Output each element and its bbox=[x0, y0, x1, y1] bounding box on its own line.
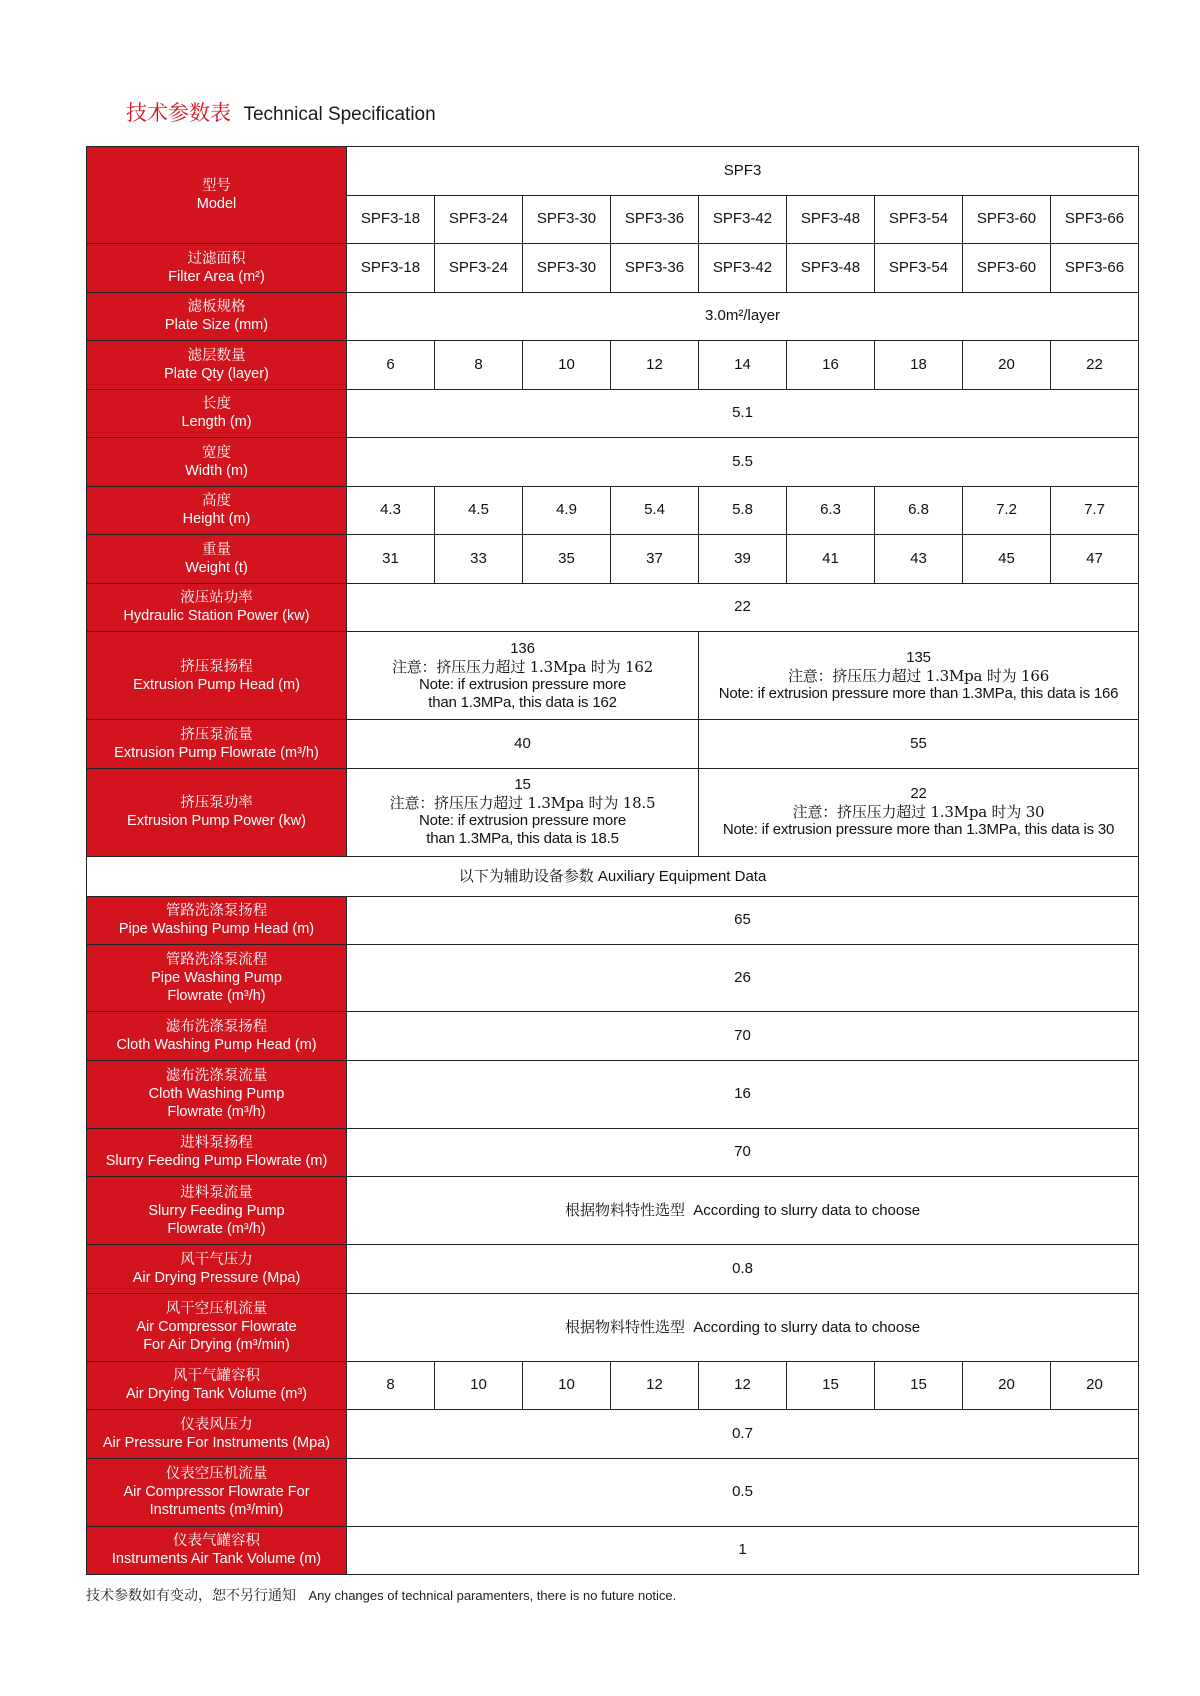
value-cell bbox=[347, 1293, 1139, 1361]
value-cell: 12 bbox=[611, 1361, 699, 1410]
instrument-pressure-row bbox=[87, 1410, 1139, 1459]
width-row bbox=[87, 438, 1139, 487]
value-cell: 22 bbox=[347, 583, 1139, 632]
label-cn: 滤布洗涤泵扬程 bbox=[165, 1018, 268, 1035]
series-name: SPF3 bbox=[347, 147, 1139, 196]
value-cell: 10 bbox=[523, 1361, 611, 1410]
label-cn: 高度 bbox=[202, 493, 231, 510]
label-en: Filter Area (m²) bbox=[168, 268, 265, 285]
label-en: Air Compressor Flowrate For bbox=[123, 1484, 310, 1500]
value-cell: 10 bbox=[523, 341, 611, 390]
value-cell: 5.4 bbox=[611, 486, 699, 535]
value-cell bbox=[347, 1177, 1139, 1245]
value-cell-left bbox=[347, 632, 699, 720]
label-en: Instruments (m³/min) bbox=[149, 1502, 284, 1518]
auxiliary-heading bbox=[87, 856, 1139, 896]
label-en: Length (m) bbox=[181, 414, 252, 431]
value-cell: 15 bbox=[875, 1361, 963, 1410]
label-cn: 管路洗涤泵流程 bbox=[165, 952, 268, 968]
note-en: Note: if extrusion pressure more bbox=[418, 675, 627, 693]
model-cell: SPF3-48 bbox=[787, 195, 875, 244]
footer-note bbox=[86, 1585, 676, 1605]
label-en: Pipe Washing Pump bbox=[151, 970, 282, 986]
model-cell: SPF3-54 bbox=[875, 195, 963, 244]
model-cell: SPF3-60 bbox=[963, 195, 1051, 244]
label-air-drying-pressure bbox=[87, 1245, 347, 1294]
plate-qty-row bbox=[87, 341, 1139, 390]
label-en: Width (m) bbox=[185, 462, 248, 479]
value-cell: 7.7 bbox=[1051, 486, 1139, 535]
value-cell: 1 bbox=[347, 1526, 1139, 1575]
value-cell: 6.3 bbox=[787, 486, 875, 535]
label-en: Hydraulic Station Power (kw) bbox=[123, 608, 310, 625]
value-cell: 15 bbox=[787, 1361, 875, 1410]
value-cell: 16 bbox=[347, 1060, 1139, 1128]
label-cn: 风干气罐容积 bbox=[173, 1368, 260, 1385]
note-en: than 1.3MPa, this data is 162 bbox=[428, 693, 617, 711]
value-cell: 5.5 bbox=[347, 438, 1139, 487]
value-cell: 8 bbox=[435, 341, 523, 390]
value-cell: SPF3-30 bbox=[523, 244, 611, 293]
value-cell: 14 bbox=[699, 341, 787, 390]
weight-row bbox=[87, 535, 1139, 584]
label-en: For Air Drying (m³/min) bbox=[143, 1337, 290, 1353]
label-en: Air Drying Pressure (Mpa) bbox=[132, 1269, 301, 1286]
label-en: Extrusion Pump Flowrate (m³/h) bbox=[114, 744, 319, 761]
value-cell: 4.9 bbox=[523, 486, 611, 535]
label-en: Model bbox=[196, 196, 237, 212]
hydraulic-power-row bbox=[87, 583, 1139, 632]
value-cell: 33 bbox=[435, 535, 523, 584]
value-cn: 根据物料特性选型 bbox=[564, 1317, 685, 1336]
note-cn: 注意：挤压压力超过 1.3Mpa 时为 18.5 bbox=[389, 794, 656, 812]
label-height bbox=[87, 486, 347, 535]
value-cell: SPF3-36 bbox=[611, 244, 699, 293]
value-cell: 37 bbox=[611, 535, 699, 584]
page-title-cn: 技术参数表 bbox=[126, 101, 231, 125]
value-cell: 3.0m²/layer bbox=[347, 292, 1139, 341]
page-title-en: Technical Specification bbox=[243, 104, 436, 125]
value-cell-right bbox=[699, 632, 1139, 720]
value-en: According to slurry data to choose bbox=[693, 1202, 921, 1219]
label-cn: 风干空压机流量 bbox=[165, 1301, 268, 1317]
cloth-flowrate-row bbox=[87, 1060, 1139, 1128]
model-cell: SPF3-30 bbox=[523, 195, 611, 244]
label-air-drying-compressor bbox=[87, 1293, 347, 1361]
label-slurry-flowrate bbox=[87, 1177, 347, 1245]
label-en: Extrusion Pump Head (m) bbox=[133, 676, 300, 693]
label-en: Height (m) bbox=[182, 511, 251, 528]
value-cell: 26 bbox=[347, 945, 1139, 1012]
filter-area-row bbox=[87, 244, 1139, 293]
value-cell: 12 bbox=[611, 341, 699, 390]
label-cn: 仪表气罐容积 bbox=[173, 1533, 260, 1550]
label-slurry-head bbox=[87, 1128, 347, 1177]
label-extrusion-flowrate bbox=[87, 720, 347, 769]
value-cell: 5.1 bbox=[347, 389, 1139, 438]
value-cell: 70 bbox=[347, 1128, 1139, 1177]
value-cell: 65 bbox=[347, 896, 1139, 945]
value-cell: 20 bbox=[963, 1361, 1051, 1410]
value-en: According to slurry data to choose bbox=[693, 1318, 921, 1336]
label-cn: 重量 bbox=[202, 541, 231, 558]
label-model bbox=[87, 147, 347, 244]
label-pipe-head bbox=[87, 896, 347, 945]
value-cell: 35 bbox=[523, 535, 611, 584]
value-cell-left: 40 bbox=[347, 720, 699, 769]
label-cn: 型号 bbox=[202, 178, 231, 194]
value-cell: 12 bbox=[699, 1361, 787, 1410]
label-en: Flowrate (m³/h) bbox=[167, 988, 266, 1004]
value-cell: 43 bbox=[875, 535, 963, 584]
value-cell: 6.8 bbox=[875, 486, 963, 535]
label-en: Plate Qty (layer) bbox=[164, 365, 269, 382]
label-length bbox=[87, 389, 347, 438]
label-en: Flowrate (m³/h) bbox=[167, 1104, 266, 1120]
value-cell: 47 bbox=[1051, 535, 1139, 584]
value-cell: 0.5 bbox=[347, 1458, 1139, 1526]
plate-size-row bbox=[87, 292, 1139, 341]
label-cn: 滤层数量 bbox=[187, 347, 246, 364]
footer-note-en: Any changes of technical paramenters, there is no future notice. bbox=[308, 1588, 677, 1603]
footer-note-cn: 技术参数如有变动，恕不另行通知 bbox=[86, 1588, 296, 1604]
label-plate-qty bbox=[87, 341, 347, 390]
cloth-head-row bbox=[87, 1012, 1139, 1061]
label-en: Pipe Washing Pump Head (m) bbox=[118, 921, 315, 938]
label-cn: 滤布洗涤泵流量 bbox=[165, 1068, 268, 1084]
value-cell: 20 bbox=[1051, 1361, 1139, 1410]
label-instrument-tank bbox=[87, 1526, 347, 1575]
value-cell: 18 bbox=[875, 341, 963, 390]
label-cn: 长度 bbox=[202, 396, 231, 413]
label-instrument-compressor bbox=[87, 1458, 347, 1526]
model-cell: SPF3-24 bbox=[435, 195, 523, 244]
value-main: 136 bbox=[510, 639, 535, 657]
note-cn: 注意：挤压压力超过 1.3Mpa 时为 162 bbox=[391, 657, 654, 676]
value-cell: 7.2 bbox=[963, 486, 1051, 535]
slurry-flowrate-row bbox=[87, 1177, 1139, 1245]
note-en: than 1.3MPa, this data is 18.5 bbox=[426, 830, 619, 847]
value-cn: 根据物料特性选型 bbox=[564, 1201, 685, 1219]
auxiliary-heading-row bbox=[87, 856, 1139, 896]
pipe-flowrate-row bbox=[87, 945, 1139, 1012]
value-cell: 4.3 bbox=[347, 486, 435, 535]
value-cell: SPF3-18 bbox=[347, 244, 435, 293]
value-cell: 4.5 bbox=[435, 486, 523, 535]
label-en: Slurry Feeding Pump bbox=[148, 1202, 285, 1219]
label-en: Flowrate (m³/h) bbox=[167, 1220, 266, 1237]
label-air-drying-tank bbox=[87, 1361, 347, 1410]
slurry-head-row bbox=[87, 1128, 1139, 1177]
label-cloth-flowrate bbox=[87, 1060, 347, 1128]
value-cell: 0.7 bbox=[347, 1410, 1139, 1459]
label-extrusion-power bbox=[87, 768, 347, 856]
value-cell: 6 bbox=[347, 341, 435, 390]
label-cn: 挤压泵流量 bbox=[180, 726, 253, 743]
value-main: 15 bbox=[514, 776, 531, 793]
label-en: Air Pressure For Instruments (Mpa) bbox=[102, 1434, 331, 1451]
value-cell: 20 bbox=[963, 341, 1051, 390]
label-plate-size bbox=[87, 292, 347, 341]
air-drying-compressor-row bbox=[87, 1293, 1139, 1361]
page-title bbox=[126, 100, 436, 129]
note-cn: 注意：挤压压力超过 1.3Mpa 时为 166 bbox=[787, 666, 1050, 685]
label-cn: 过滤面积 bbox=[187, 250, 246, 267]
label-cn: 风干气压力 bbox=[180, 1251, 253, 1268]
label-en: Extrusion Pump Power (kw) bbox=[127, 813, 306, 829]
value-cell: 41 bbox=[787, 535, 875, 584]
label-weight bbox=[87, 535, 347, 584]
label-cloth-head bbox=[87, 1012, 347, 1061]
value-cell-right bbox=[699, 768, 1139, 856]
instrument-compressor-row bbox=[87, 1458, 1139, 1526]
label-cn: 管路洗涤泵扬程 bbox=[165, 903, 268, 920]
label-cn: 宽度 bbox=[202, 444, 231, 461]
model-cell: SPF3-36 bbox=[611, 195, 699, 244]
value-cell: 45 bbox=[963, 535, 1051, 584]
label-width bbox=[87, 438, 347, 487]
value-cell-right: 55 bbox=[699, 720, 1139, 769]
model-cell: SPF3-18 bbox=[347, 195, 435, 244]
value-cell: 16 bbox=[787, 341, 875, 390]
value-cell: SPF3-24 bbox=[435, 244, 523, 293]
label-extrusion-head bbox=[87, 632, 347, 720]
label-en: Cloth Washing Pump Head (m) bbox=[116, 1036, 317, 1053]
label-en: Weight (t) bbox=[185, 559, 248, 576]
value-main: 135 bbox=[906, 648, 931, 666]
value-cell: 0.8 bbox=[347, 1245, 1139, 1294]
label-en: Slurry Feeding Pump Flowrate (m) bbox=[105, 1153, 328, 1170]
note-en: Note: if extrusion pressure more than 1.3MPa, this data is 30 bbox=[722, 821, 1115, 838]
value-cell: 39 bbox=[699, 535, 787, 584]
air-drying-tank-row bbox=[87, 1361, 1139, 1410]
value-cell: 22 bbox=[1051, 341, 1139, 390]
value-cell: SPF3-48 bbox=[787, 244, 875, 293]
label-instrument-pressure bbox=[87, 1410, 347, 1459]
note-en: Note: if extrusion pressure more bbox=[418, 812, 627, 829]
air-drying-pressure-row bbox=[87, 1245, 1139, 1294]
spec-table bbox=[86, 146, 1139, 1575]
extrusion-flowrate-row bbox=[87, 720, 1139, 769]
value-cell-left bbox=[347, 768, 699, 856]
value-cell: 5.8 bbox=[699, 486, 787, 535]
label-cn: 滤板规格 bbox=[187, 299, 246, 316]
label-hydraulic-power bbox=[87, 583, 347, 632]
label-cn: 进料泵流量 bbox=[180, 1184, 253, 1201]
label-en: Cloth Washing Pump bbox=[148, 1086, 285, 1102]
value-cell: 70 bbox=[347, 1012, 1139, 1061]
length-row bbox=[87, 389, 1139, 438]
label-en: Air Compressor Flowrate bbox=[136, 1319, 297, 1335]
label-filter-area bbox=[87, 244, 347, 293]
value-cell: SPF3-42 bbox=[699, 244, 787, 293]
value-cell: SPF3-60 bbox=[963, 244, 1051, 293]
model-row bbox=[87, 147, 1139, 196]
value-cell: 8 bbox=[347, 1361, 435, 1410]
value-cell: 10 bbox=[435, 1361, 523, 1410]
height-row bbox=[87, 486, 1139, 535]
model-cell: SPF3-42 bbox=[699, 195, 787, 244]
label-cn: 挤压泵扬程 bbox=[180, 658, 253, 675]
value-cell: 31 bbox=[347, 535, 435, 584]
label-cn: 仪表风压力 bbox=[180, 1416, 253, 1433]
label-cn: 液压站功率 bbox=[180, 590, 253, 607]
label-en: Air Drying Tank Volume (m³) bbox=[125, 1386, 308, 1403]
label-cn: 进料泵扬程 bbox=[180, 1135, 253, 1152]
extrusion-head-row bbox=[87, 632, 1139, 720]
auxiliary-heading-en: Auxiliary Equipment Data bbox=[597, 867, 767, 885]
label-en: Plate Size (mm) bbox=[164, 317, 269, 334]
instrument-tank-row bbox=[87, 1526, 1139, 1575]
pipe-head-row bbox=[87, 896, 1139, 945]
model-cell: SPF3-66 bbox=[1051, 195, 1139, 244]
label-cn: 仪表空压机流量 bbox=[165, 1466, 268, 1482]
value-cell: SPF3-66 bbox=[1051, 244, 1139, 293]
label-cn: 挤压泵功率 bbox=[180, 795, 253, 811]
label-en: Instruments Air Tank Volume (m) bbox=[111, 1551, 322, 1568]
value-cell: SPF3-54 bbox=[875, 244, 963, 293]
extrusion-power-row bbox=[87, 768, 1139, 856]
value-main: 22 bbox=[910, 785, 927, 802]
note-en: Note: if extrusion pressure more than 1.3MPa, this data is 166 bbox=[718, 684, 1119, 702]
note-cn: 注意：挤压压力超过 1.3Mpa 时为 30 bbox=[792, 803, 1045, 821]
label-pipe-flowrate bbox=[87, 945, 347, 1012]
auxiliary-heading-cn: 以下为辅助设备参数 bbox=[458, 866, 594, 885]
